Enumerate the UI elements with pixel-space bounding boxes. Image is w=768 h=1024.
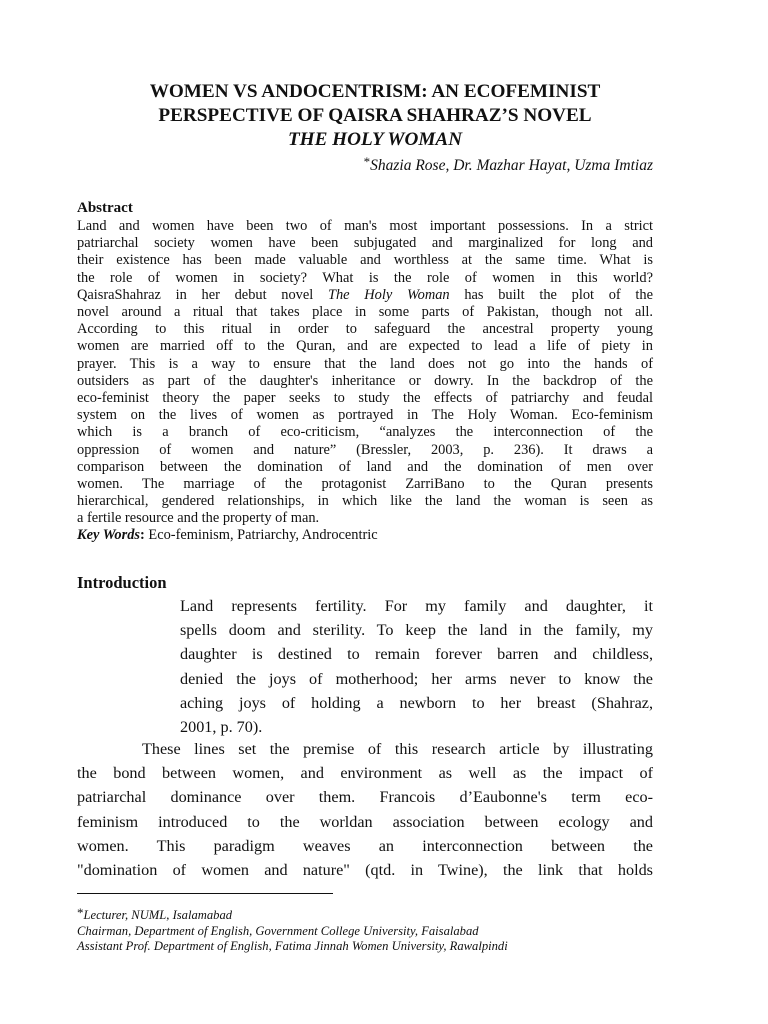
- abstract-line: a fertile resource and the property of man.: [77, 510, 320, 527]
- quote-line: 2001, p. 70).: [180, 718, 263, 737]
- abstract-line: outsiders as part of the daughter's inheritance or dowry. In the backdrop of the: [77, 372, 653, 389]
- novel-title-italic: The Holy Woman: [327, 286, 450, 303]
- abstract-text: [77, 218, 653, 528]
- body-line: patriarchal dominance over them. Francois d’Eaubonne's term eco-: [77, 788, 653, 807]
- footnote-marker: *: [77, 905, 84, 920]
- abstract-line: eco-feminist theory the paper seeks to study the effects of patriarchy and feudal: [77, 390, 653, 407]
- abstract-line: Land and women have been two of man's most important possessions. In a strict: [77, 218, 653, 234]
- keywords-value: Eco-feminism, Patriarchy, Androcentric: [144, 527, 378, 543]
- footnote-1: [77, 905, 508, 924]
- introduction-body: [77, 737, 653, 882]
- title-line-1: WOMEN VS ANDOCENTRISM: AN ECOFEMINIST: [149, 81, 601, 102]
- abstract-line: patriarchal society women have been subjugated and marginalized for long and: [77, 235, 653, 252]
- abstract-line: women are married off to the Quran, and are expected to lead a life of piety in: [77, 338, 653, 355]
- footnote-divider: [77, 893, 333, 894]
- abstract-line-with-italic-title: QaisraShahraz in her debut novel The Holy Woman has built the plot of the: [77, 286, 654, 303]
- abstract-line: comparison between the domination of land and the domination of men over: [77, 458, 653, 475]
- abstract-line: system on the lives of women as portrayed in The Holy Woman. Eco-feminism: [77, 407, 653, 424]
- footnote-3: Assistant Prof. Department of English, Fatima Jinnah Women University, Rawalpindi: [77, 939, 508, 953]
- abstract-line: the role of women in society? What is the role of women in this world?: [77, 269, 653, 286]
- keywords: [77, 527, 378, 544]
- abstract-line: which is a branch of eco-criticism, “analyzes the interconnection of the: [77, 424, 653, 441]
- introduction-heading: Introduction: [77, 573, 167, 592]
- quote-line: aching joys of holding a newborn to her breast (Shahraz,: [180, 693, 653, 712]
- body-line: feminism introduced to the worldan association between ecology and: [77, 812, 653, 831]
- abstract-line: women. The marriage of the protagonist ZarriBano to the Quran presents: [77, 476, 653, 493]
- quote-line: spells doom and sterility. To keep the land in the family, my: [180, 621, 653, 640]
- block-quote: [180, 594, 653, 739]
- body-line: women. This paradigm weaves an interconnection between the: [77, 836, 653, 855]
- abstract-line: According to this ritual in order to safeguard the ancestral property young: [77, 321, 653, 338]
- title-line-3: THE HOLY WOMAN: [287, 129, 463, 150]
- paper-title: [60, 80, 690, 152]
- quote-line: denied the joys of motherhood; her arms never to know the: [180, 669, 653, 688]
- keywords-label: Key Words: [77, 527, 141, 543]
- body-line: the bond between women, and environment as well as the impact of: [77, 764, 653, 783]
- abstract-line: novel around a ritual that takes place in some parts of Pakistan, though not all.: [77, 304, 653, 321]
- keywords-colon: :: [140, 527, 145, 543]
- quote-line: daughter is destined to remain forever barren and childless,: [180, 645, 653, 664]
- footnote-1-text: Lecturer, NUML, Isalamabad: [83, 908, 233, 922]
- author-names: Shazia Rose, Dr. Mazhar Hayat, Uzma Imtiaz: [370, 157, 653, 174]
- author-footnote-marker: *: [363, 154, 371, 169]
- body-line: These lines set the premise of this research article by illustrating: [142, 740, 653, 758]
- body-line: "domination of women and nature" (qtd. in Twine), the link that holds: [77, 861, 653, 880]
- abstract-line: oppression of women and nature” (Bressler, 2003, p. 236). It draws a: [77, 441, 653, 458]
- author-line: [364, 154, 653, 175]
- quote-line: Land represents fertility. For my family and daughter, it: [180, 597, 653, 615]
- footnote-2: Chairman, Department of English, Government College University, Faisalabad: [77, 923, 479, 938]
- abstract-line: prayer. This is a way to ensure that the land does not go into the hands of: [77, 355, 653, 372]
- abstract-line: hierarchical, gendered relationships, in which like the land the woman is seen as: [77, 493, 653, 510]
- title-line-2: PERSPECTIVE OF QAISRA SHAHRAZ’S NOVEL: [158, 105, 592, 126]
- footnotes: [77, 905, 508, 955]
- abstract-heading: Abstract: [77, 200, 133, 216]
- abstract-line: their existence has been made valuable and worthless at the same time. What is: [77, 252, 653, 269]
